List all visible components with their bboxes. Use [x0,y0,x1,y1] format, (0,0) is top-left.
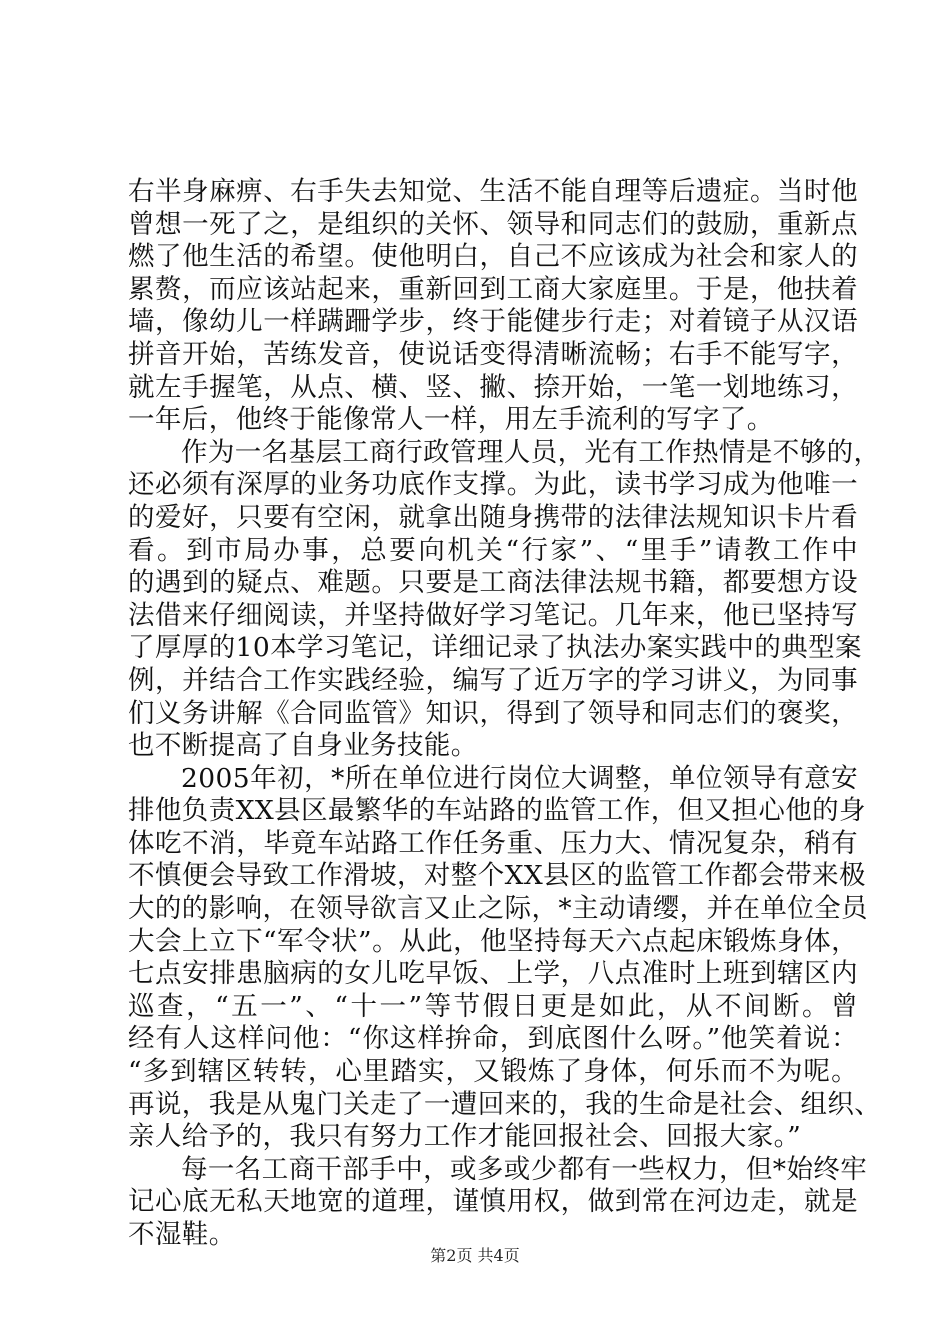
text-line: 墙，像幼儿一样蹒跚学步，终于能健步行走；对着镜子从汉语 [128,306,858,338]
text-line: 燃了他生活的希望。使他明白，自己不应该成为社会和家人的 [128,241,858,273]
text-line: 记心底无私天地宽的道理，谨慎用权，做到常在河边走，就是 [128,1186,858,1218]
document-body [128,176,882,1252]
text-line: 右半身麻痹、右手失去知觉、生活不能自理等后遗症。当时他 [128,176,858,207]
text-line: 一年后，他终于能像常人一样，用左手流利的写字了。 [128,404,774,436]
text-line: 的爱好，只要有空闲，就拿出随身携带的法律法规知识卡片看 [128,501,858,533]
text-line: 例，并结合工作实践经验，编写了近万字的学习讲义，为同事 [128,664,858,696]
text-line: 体吃不消，毕竟车站路工作任务重、压力大、情况复杂，稍有 [128,827,858,859]
text-line: 法借来仔细阅读，并坚持做好学习笔记。几年来，他已坚持写 [128,599,858,631]
text-line: 也不断提高了自身业务技能。 [128,730,478,762]
text-line: 还必须有深厚的业务功底作支撑。为此，读书学习成为他唯一 [128,469,858,501]
paragraph [128,176,858,437]
text-line: 作为一名基层工商行政管理人员，光有工作热情是不够的， [181,436,881,468]
text-line: 每一名工商干部手中，或多或少都有一些权力，但*始终牢 [181,1153,868,1185]
text-line: “多到辖区转转，心里踏实，又锻炼了身体，何乐而不为呢。 [128,1056,858,1088]
page-number-footer: 第2页 共4页 [430,1246,520,1265]
text-line: 看。到市局办事，总要向机关“行家”、“里手”请教工作中 [128,534,858,566]
text-line: 们义务讲解《合同监管》知识，得到了领导和同志们的褒奖， [128,697,858,729]
text-line: 了厚厚的10本学习笔记，详细记录了执法办案实践中的典型案 [128,632,862,664]
text-line: 就左手握笔，从点、横、竖、撇、捺开始，一笔一划地练习， [128,371,858,403]
paragraph [128,436,881,763]
text-line: 亲人给予的，我只有努力工作才能回报社会、回报大家。” [128,1121,802,1153]
text-line: 累赘，而应该站起来，重新回到工商大家庭里。于是，他扶着 [128,273,858,305]
text-line: 经有人这样问他：“你这样拚命，到底图什么呀。”他笑着说： [128,1023,858,1055]
text-line: 排他负责XX县区最繁华的车站路的监管工作，但又担心他的身 [128,795,866,827]
text-line: 巡查，“五一”、“十一”等节假日更是如此，从不间断。曾 [128,990,858,1022]
text-line: 的遇到的疑点、难题。只要是工商法律法规书籍，都要想方设 [128,567,858,599]
paragraph [128,762,882,1154]
text-line: 不湿鞋。 [128,1219,236,1250]
text-line: 2005年初，*所在单位进行岗位大调整，单位领导有意安 [181,762,858,794]
text-line: 大的的影响，在领导欲言又止之际，*主动请缨，并在单位全员 [128,893,868,925]
text-line: 拼音开始，苦练发音，使说话变得清晰流畅；右手不能写字， [128,338,858,370]
text-line: 再说，我是从鬼门关走了一遭回来的，我的生命是社会、组织、 [128,1088,882,1120]
text-line: 曾想一死了之，是组织的关怀、领导和同志们的鼓励，重新点 [128,208,858,240]
text-line: 七点安排患脑病的女儿吃早饭、上学，八点准时上班到辖区内 [128,958,858,990]
text-line: 大会上立下“军令状”。从此，他坚持每天六点起床锻炼身体， [128,925,858,957]
paragraph [128,1153,868,1252]
text-line: 不慎便会导致工作滑坡，对整个XX县区的监管工作都会带来极 [128,860,866,892]
